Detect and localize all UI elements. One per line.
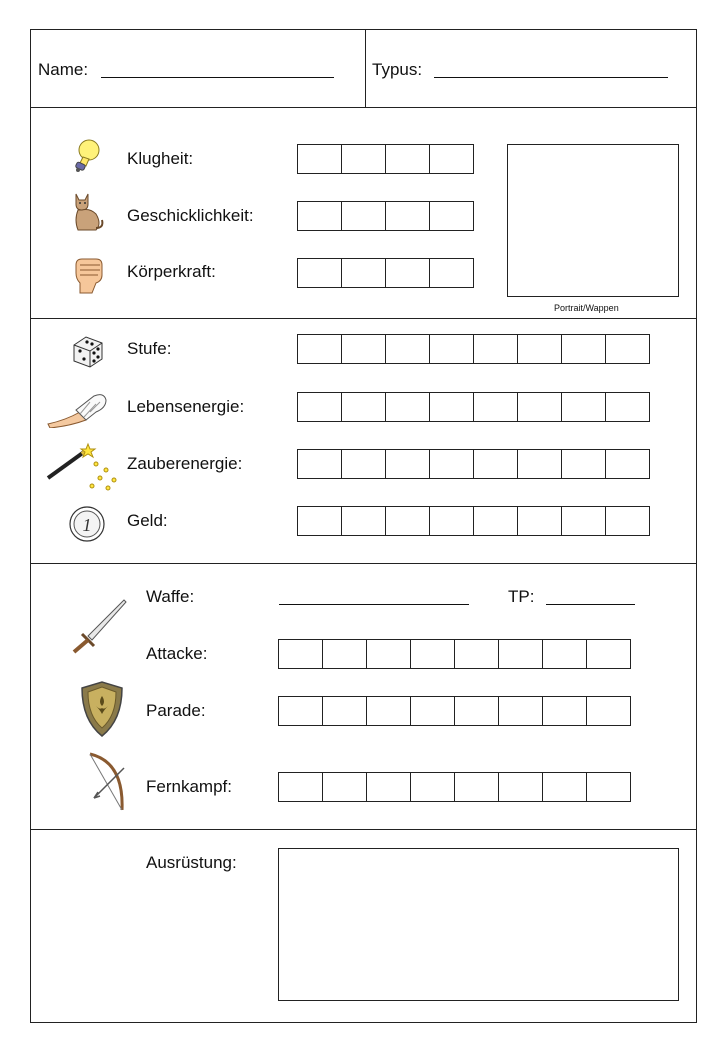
status-label-geld: Geld: [127, 511, 168, 530]
attribute-label-koerperkraft: Körperkraft: [127, 262, 216, 281]
sword-icon [68, 598, 128, 654]
status-label-zauberenergie: Zauberenergie: [127, 454, 243, 473]
type-label: Typus: [372, 60, 423, 79]
attribute-boxes-geschicklichkeit[interactable] [297, 201, 474, 231]
portrait-caption: Portrait/Wappen [554, 303, 619, 313]
shield-icon [78, 680, 126, 738]
tp-field[interactable] [546, 604, 635, 605]
status-boxes-zauberenergie[interactable] [297, 449, 650, 479]
combat-label-attacke: Attacke: [146, 644, 208, 663]
combat-label-fernkampf: Fernkampf: [146, 777, 232, 796]
bow-icon [84, 752, 128, 814]
weapon-field[interactable] [279, 604, 469, 605]
equipment-label: Ausrüstung: [146, 853, 237, 872]
coin-symbol: 1 [82, 515, 92, 535]
attribute-boxes-klugheit[interactable] [297, 144, 474, 174]
name-label: Name: [38, 60, 89, 79]
portrait-box[interactable] [507, 144, 679, 297]
status-label-lebensenergie: Lebensenergie: [127, 397, 245, 416]
status-boxes-stufe[interactable] [297, 334, 650, 364]
status-label-stufe: Stufe: [127, 339, 172, 358]
magic-wand-icon [44, 442, 126, 494]
divider [31, 563, 696, 564]
combat-label-parade: Parade: [146, 701, 206, 720]
combat-boxes-parade[interactable] [278, 696, 631, 726]
bandaged-arm-icon [46, 390, 110, 428]
attribute-boxes-koerperkraft[interactable] [297, 258, 474, 288]
divider [31, 107, 696, 108]
attribute-label-klugheit: Klugheit: [127, 149, 194, 168]
status-boxes-geld[interactable] [297, 506, 650, 536]
coin-icon [68, 505, 106, 543]
dice-icon [70, 333, 106, 369]
cat-icon [66, 190, 106, 234]
name-field[interactable] [101, 77, 334, 78]
weapon-label: Waffe: [146, 587, 195, 606]
divider [31, 318, 696, 319]
attribute-label-geschicklichkeit: Geschicklichkeit: [127, 206, 254, 225]
divider [31, 829, 696, 830]
type-field[interactable] [434, 77, 668, 78]
combat-boxes-attacke[interactable] [278, 639, 631, 669]
divider [365, 30, 366, 107]
status-boxes-lebensenergie[interactable] [297, 392, 650, 422]
fist-icon [70, 255, 106, 295]
lightbulb-icon [70, 138, 104, 174]
combat-boxes-fernkampf[interactable] [278, 772, 631, 802]
tp-label: TP: [508, 587, 535, 606]
equipment-box[interactable] [278, 848, 679, 1001]
